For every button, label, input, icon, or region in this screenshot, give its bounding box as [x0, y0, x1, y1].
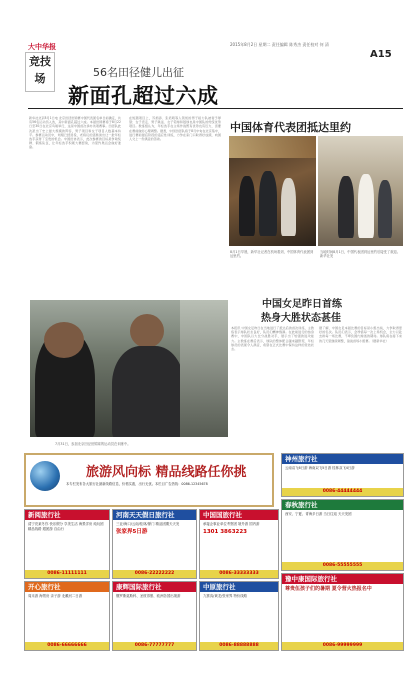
travel-banner-ad[interactable]	[24, 453, 274, 507]
article-column-2: 在短跑项目上，苏炳添、张培萌等人领衔的男子接力队被寄予厚望；女子竞走、男子跳远、女子铅球和链球也是中国队的传统优势项目。教练组认为，年轻选手在主场作战既有优势也有压力，需要在赛前做好心理调整。据悉，中国田径队将于8月中旬在北京集中，进行赛前最后阶段的适应性训练，力争在家门口取得好成绩，向国人交上一份满意的答卷。	[129, 116, 221, 142]
divider	[28, 108, 403, 109]
ad-phone[interactable]: 0086-66666666	[25, 642, 109, 650]
article-headline: 新面孔超过六成	[68, 84, 219, 108]
ad-title: 新阅旅行社	[25, 510, 109, 520]
section-label	[25, 52, 55, 92]
volleyball-subtitle: 热身大胜状态甚佳	[261, 313, 341, 324]
ad-xinyue[interactable]	[24, 509, 110, 579]
ad-body: 西安、宁夏、青海多日游 当日往返 天天发团	[285, 512, 352, 516]
ad-yuzhong[interactable]	[281, 573, 404, 651]
volleyball-title: 中国女足昨日首练	[262, 299, 342, 310]
ad-body: 云南双飞6日游 海南双飞5日游 桂林双飞4日游	[285, 466, 355, 470]
issue-meta: 2015年8月2日 星期二 责任编辑 陈秀杰 责任校对 何 清	[230, 42, 329, 47]
ad-title: 春秋旅行社	[282, 500, 403, 510]
volleyball-article	[231, 326, 403, 444]
ad-title: 中国国旅行社	[200, 510, 278, 520]
ad-phone[interactable]: 0086-55555555	[282, 562, 403, 570]
ad-title: 开心旅行社	[25, 582, 109, 592]
arrival-photo	[318, 136, 403, 246]
ad-phone[interactable]: 0086-44444444	[282, 488, 403, 496]
ad-phone[interactable]: 0086-11111111	[25, 570, 109, 578]
ad-kanghui[interactable]	[112, 581, 197, 651]
athletes-photo	[30, 300, 228, 437]
ad-body: 尊贵伍孩子们的暑期 夏令营火热报名中	[285, 586, 372, 592]
china-sports-title: 中国体育代表团抵达里约	[230, 121, 351, 134]
ad-highlight: 张家界5日游	[116, 528, 148, 535]
airport-photo	[229, 136, 316, 246]
ad-body: 九寨沟/黄龙/张家界 特价线路	[203, 594, 248, 598]
ad-highlight: 1301 3863223	[203, 528, 248, 535]
ad-chunqiu[interactable]	[281, 499, 404, 571]
ad-shenzhou[interactable]	[281, 453, 404, 497]
ad-body: 承接企事业单位考察团 境外游 国内游	[203, 522, 260, 526]
ad-kaixin[interactable]	[24, 581, 110, 651]
ad-phone[interactable]: 0086-88888888	[200, 642, 278, 650]
ad-zhongyuan[interactable]	[199, 581, 279, 651]
section-label-line1: 竞技	[29, 55, 51, 68]
ad-body: 周末游 海景房 亲子游 北戴河二日游	[28, 594, 83, 598]
newspaper-logo: 大中华报	[28, 43, 56, 51]
ad-phone[interactable]: 0086-77777777	[113, 642, 196, 650]
ad-title: 河南天天假日旅行社	[113, 510, 196, 520]
ad-body: 三亚/海口/云南/桂林/厦门 精品团期天天发	[116, 522, 180, 526]
article-column-2: 据了解，中国女足本届比赛的目标是小组出线，力争取得更好的名次。队员们表示，会珍惜每一次上场机会，全力以赴去拼每一场比赛，不辜负国内球迷的期待。球队将在接下来的几天里继续调整，备战首场小组赛。（据新华社）	[319, 326, 402, 343]
ad-phone[interactable]: 0086-99999999	[282, 642, 403, 650]
banner-subtitle: 本专栏发布各大旅行社最新线路信息，价格实惠，出行无忧。本栏目广告热线：0086-12345678	[66, 482, 208, 486]
ad-title: 中原旅行社	[200, 582, 278, 592]
section-label-line2: 场	[34, 72, 46, 85]
ad-phone[interactable]: 0086-22222222	[113, 570, 196, 578]
ad-title: 康辉国际旅行社	[113, 582, 196, 592]
photo-caption: 7月31日，参加北京田径世锦赛的运动员在训练中。	[55, 442, 131, 446]
article-column-1: 本报讯 中国女足昨日在当地进行了抵达后的首次训练，主教练表示球队状态良好，队员们精神饱满。在此前进行的热身赛中，中国队以大比分战胜对手，展示出了较强的进攻能力。主教练在赛后表示，球队的整体配合越来越默契，年轻球员的表现令人满意，希望在正式比赛中保持这样的竞技状态。	[231, 326, 314, 352]
ad-body: 俄罗斯莫斯科、圣彼得堡、欧洲各国出境游	[116, 594, 181, 598]
ad-title: 豫中康国际旅行社	[282, 574, 403, 584]
ad-body: 清宁亮莱冬你 快乐假分 享美生活 海景洋房 纯玩团 精品线路 跟团游 自由行	[28, 522, 104, 531]
main-article	[29, 116, 223, 294]
travel-ads-section	[24, 453, 404, 653]
ad-henan[interactable]	[112, 509, 197, 579]
photo-caption: 8月1日早晨，新华社记者在机场看到，中国体育代表团到达里约。	[230, 250, 314, 259]
ad-phone[interactable]: 0086-33333333	[200, 570, 278, 578]
page-number: A15	[370, 49, 392, 60]
banner-title: 旅游风向标 精品线路任你挑	[86, 465, 247, 480]
page-header	[0, 0, 415, 108]
ad-china-travel[interactable]	[199, 509, 279, 579]
ad-title: 神州旅行社	[282, 454, 403, 464]
photo-caption: 当地时间8月1日，中国代表团到达里约后接受了欢迎。 新华社发	[320, 250, 401, 259]
article-column-1: 新华社北京8月1日电 北京田径世锦赛中国代表团名单日前确定，共有56名运动员入选，其中新面孔超过六成。本届世锦赛将于8月22日至30日在北京鸟巢举行，这是中国首次承办该项赛事。田径队此次派出了史上最大规模的阵容，男子项目和女子项目人数基本持平。参赛运动员中，刘翔已经退役，老将们的逐渐淡出让一批年轻选手获得了宝贵的机会。中国田协表示，此次参赛的目标是争取奖牌、锻炼队伍，让年轻选手积累大赛经验，为里约奥运会做好准备。	[29, 116, 121, 150]
globe-icon	[30, 461, 60, 491]
article-kicker: 56名田径健儿出征	[93, 66, 184, 79]
